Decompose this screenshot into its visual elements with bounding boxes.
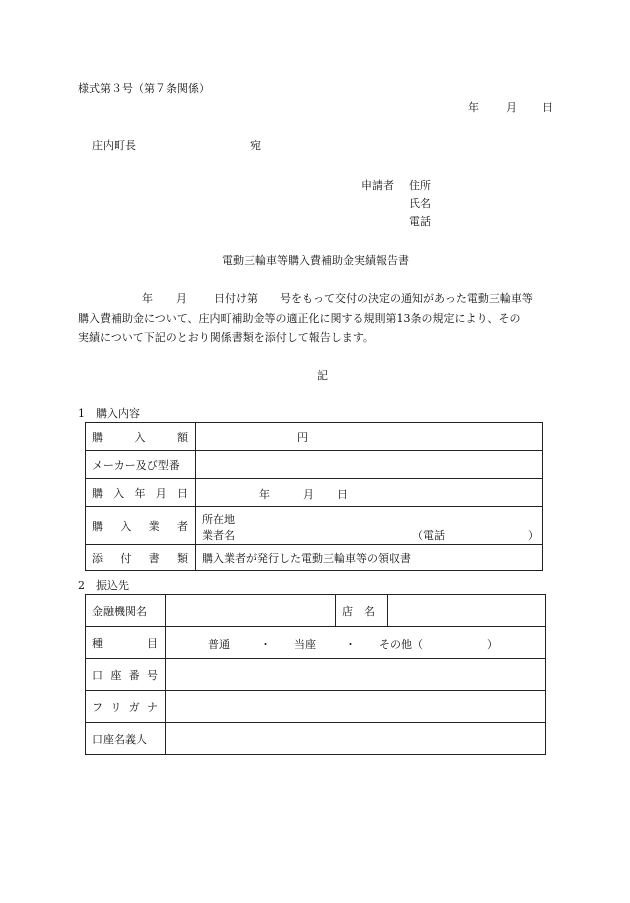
option-separator-2: ・ bbox=[345, 637, 356, 651]
ki-heading: 記 bbox=[317, 369, 328, 382]
body-line-3: 実績について下記のとおり関係書類を添付して報告します。 bbox=[78, 331, 374, 344]
addressee-honorific: 宛 bbox=[250, 139, 261, 152]
body-line-1 bbox=[78, 290, 568, 306]
account-holder-cell[interactable] bbox=[166, 723, 546, 755]
furigana-label: フ リ ガ ナ bbox=[86, 691, 166, 723]
bank-name-cell[interactable] bbox=[166, 595, 336, 627]
section-1-heading: 1 購入内容 bbox=[78, 407, 140, 420]
purchase-table bbox=[85, 422, 543, 571]
account-holder-row bbox=[86, 723, 546, 755]
purchase-month: 月 bbox=[303, 487, 314, 501]
applicant-label: 申請者 bbox=[361, 179, 394, 192]
vendor-label: 購 入 業 者 bbox=[86, 507, 196, 545]
attachment-row bbox=[86, 545, 543, 571]
bank-name-label: 金融機関名 bbox=[86, 595, 166, 627]
purchase-date-row bbox=[86, 479, 543, 507]
vendor-name-label: 業者名 bbox=[202, 528, 235, 542]
account-type-options bbox=[166, 627, 546, 659]
account-holder-label: 口座名義人 bbox=[86, 723, 166, 755]
branch-cell[interactable] bbox=[388, 595, 546, 627]
body-line-2: 購入費補助金について、庄内町補助金等の適正化に関する規則第13条の規定により、その bbox=[78, 312, 521, 325]
body-year: 年 bbox=[142, 292, 153, 305]
document-title: 電動三輪車等購入費補助金実績報告書 bbox=[222, 254, 409, 267]
date-day: 日 bbox=[542, 101, 553, 114]
vendor-location-label: 所在地 bbox=[202, 512, 235, 526]
purchase-year: 年 bbox=[259, 487, 270, 501]
maker-row bbox=[86, 451, 543, 479]
addressee-name: 庄内町長 bbox=[92, 139, 136, 152]
option-ordinary[interactable]: 普通 bbox=[208, 637, 230, 651]
option-other[interactable]: その他（ bbox=[379, 637, 423, 651]
furigana-row bbox=[86, 691, 546, 723]
bank-row bbox=[86, 595, 546, 627]
date-month: 月 bbox=[506, 101, 517, 114]
amount-row bbox=[86, 423, 543, 451]
applicant-name-label: 氏名 bbox=[409, 197, 431, 210]
account-type-row bbox=[86, 627, 546, 659]
maker-label: メーカー及び型番 bbox=[86, 451, 196, 479]
account-number-cell[interactable] bbox=[166, 659, 546, 691]
vendor-cell[interactable] bbox=[196, 507, 543, 545]
body-month: 月 bbox=[176, 292, 187, 305]
body-line-1-text: 日付け第 号をもって交付の決定の通知があった電動三輪車等 bbox=[214, 292, 533, 305]
purchase-date-cell[interactable] bbox=[196, 479, 543, 507]
option-other-close: ） bbox=[487, 637, 498, 651]
furigana-cell[interactable] bbox=[166, 691, 546, 723]
amount-label: 購 入 額 bbox=[86, 423, 196, 451]
maker-cell[interactable] bbox=[196, 451, 543, 479]
branch-label: 店 名 bbox=[336, 595, 388, 627]
date-header bbox=[468, 99, 553, 115]
account-type-label: 種 目 bbox=[86, 627, 166, 659]
vendor-phone-close: ） bbox=[528, 528, 539, 542]
purchase-date-label: 購 入 年 月 日 bbox=[86, 479, 196, 507]
date-year: 年 bbox=[468, 101, 479, 114]
vendor-phone-open: （電話 bbox=[412, 528, 445, 542]
attachment-value: 購入業者が発行した電動三輪車等の領収書 bbox=[196, 545, 543, 571]
applicant-address-label: 住所 bbox=[409, 179, 431, 192]
bank-table bbox=[85, 594, 546, 755]
vendor-row bbox=[86, 507, 543, 545]
account-number-row bbox=[86, 659, 546, 691]
amount-cell[interactable] bbox=[196, 423, 543, 451]
attachment-label: 添 付 書 類 bbox=[86, 545, 196, 571]
option-current[interactable]: 当座 bbox=[294, 637, 316, 651]
section-2-heading: 2 振込先 bbox=[78, 579, 129, 592]
option-separator-1: ・ bbox=[260, 637, 271, 651]
account-number-label: 口 座 番 号 bbox=[86, 659, 166, 691]
applicant-phone-label: 電話 bbox=[409, 215, 431, 228]
amount-unit: 円 bbox=[297, 430, 308, 444]
purchase-day: 日 bbox=[337, 487, 348, 501]
form-number: 様式第３号（第７条関係） bbox=[78, 82, 210, 95]
